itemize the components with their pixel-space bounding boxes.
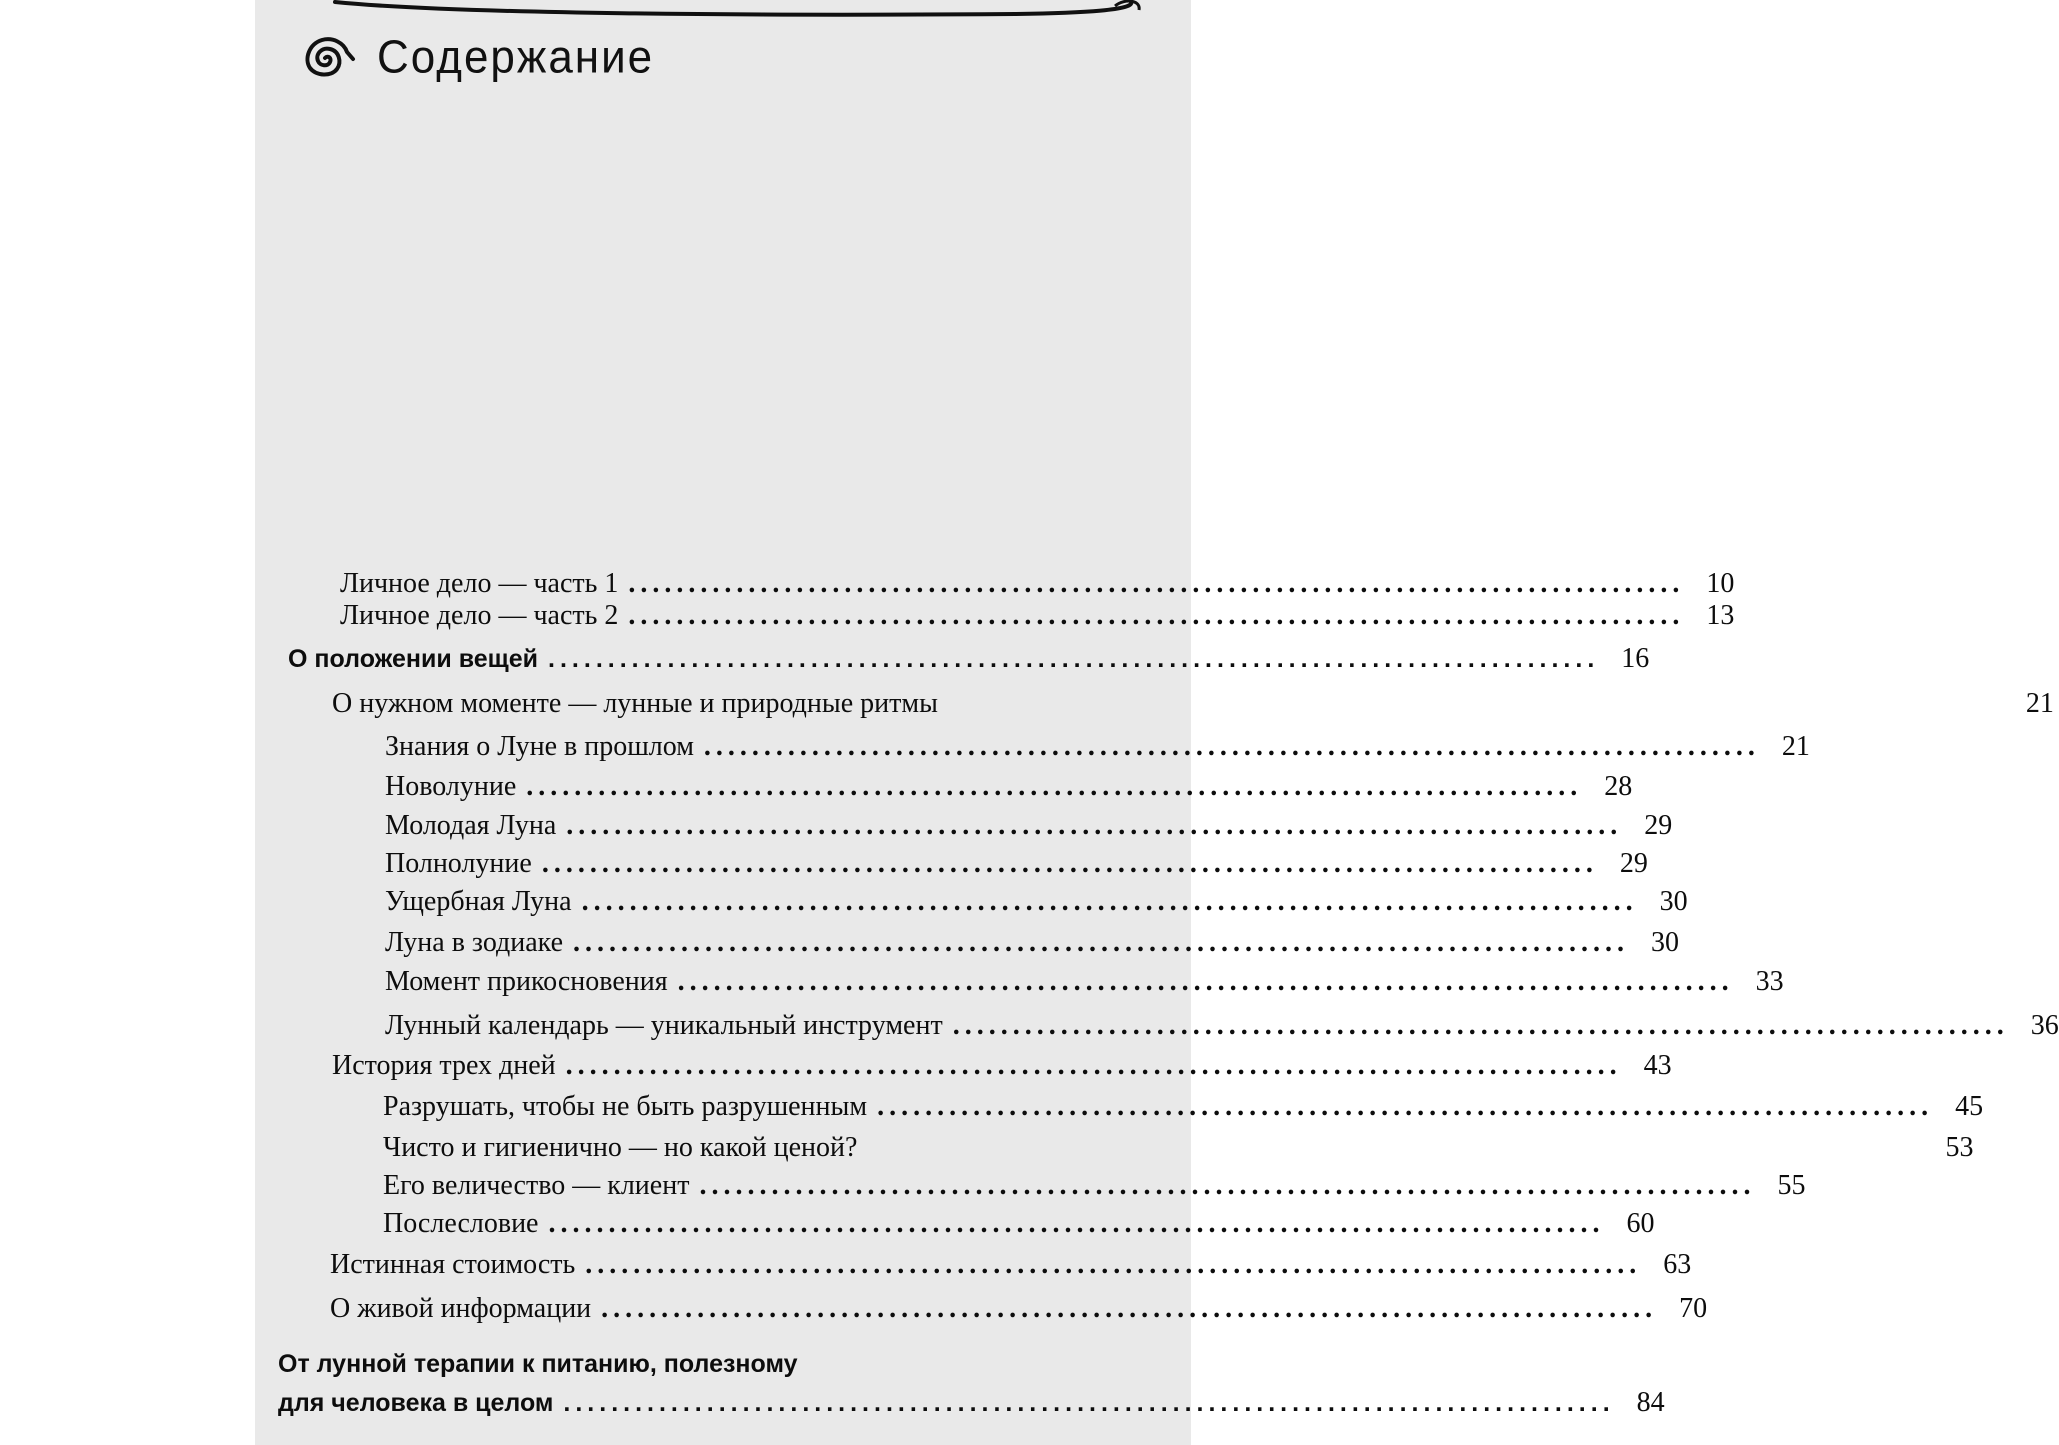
toc-entry-page: 21 xyxy=(2025,688,2054,719)
dot-leader: ........................................................................................ xyxy=(548,1208,1605,1239)
dot-leader: ........................................................................................ xyxy=(565,1050,1622,1081)
toc-entry[interactable] xyxy=(385,886,1688,917)
toc-entry-title: Личное дело — часть 1 xyxy=(340,568,619,599)
book-page xyxy=(255,0,2059,1445)
toc-entry-page: 45 xyxy=(1955,1091,1984,1122)
toc-entry-title: Его величество — клиент xyxy=(383,1170,690,1201)
toc-entry-title: Полнолуние xyxy=(385,848,532,879)
toc-entry-page: 33 xyxy=(1755,966,1784,997)
dot-leader: ........................................................................................ xyxy=(563,1389,1615,1417)
toc-entry[interactable] xyxy=(340,600,1735,631)
toc-entry[interactable] xyxy=(288,643,1650,674)
dot-leader: ........................................................................................ xyxy=(877,1091,1934,1122)
toc-entry-title: История трех дней xyxy=(332,1050,556,1081)
toc-entry-title: О положении вещей xyxy=(288,645,539,673)
toc-entry-title: Момент прикосновения xyxy=(385,966,668,997)
toc-entry-page: 30 xyxy=(1651,927,1680,958)
toc-entry[interactable] xyxy=(278,1387,1665,1418)
dot-leader: ........................................................................................ xyxy=(628,600,1685,631)
toc-entry[interactable] xyxy=(385,848,1648,879)
toc-entry-page: 53 xyxy=(1945,1132,1974,1163)
toc-entry-title: Истинная стоимость xyxy=(330,1249,576,1280)
toc-entry-page: 43 xyxy=(1643,1050,1672,1081)
dot-leader: ........................................................................................ xyxy=(541,848,1598,879)
toc-entry-title-line1: От лунной терапии к питанию, полезному xyxy=(278,1350,798,1378)
toc-entry[interactable] xyxy=(383,1132,1974,1163)
toc-entry[interactable] xyxy=(385,771,1633,802)
dot-leader: ........................................................................................ xyxy=(548,645,1600,673)
toc-entry[interactable] xyxy=(332,1050,1672,1081)
dot-leader: ........................................................................................ xyxy=(526,771,1583,802)
toc-entry-title: Послесловие xyxy=(383,1208,539,1239)
toc-entry-page: 10 xyxy=(1706,568,1735,599)
toc-entry-title: О живой информации xyxy=(330,1293,592,1324)
toc-entry[interactable] xyxy=(385,1010,2059,1041)
dot-leader: ........................................................................................ xyxy=(601,1293,1658,1324)
toc-entry-title: Молодая Луна xyxy=(385,810,557,841)
dot-leader: ........................................................................................ xyxy=(952,1010,2009,1041)
page-title: Содержание xyxy=(377,31,655,84)
toc-entry-title: Ущербная Луна xyxy=(385,886,572,917)
toc-entry-title: Знания о Луне в прошлом xyxy=(385,731,694,762)
toc-entry-title: Лунный календарь — уникальный инструмент xyxy=(385,1010,943,1041)
toc-entry-title: Разрушать, чтобы не быть разрушенным xyxy=(383,1091,868,1122)
toc-entry-title: Луна в зодиаке xyxy=(385,927,564,958)
toc-entry-page: 21 xyxy=(1781,731,1810,762)
dot-leader: ........................................................................................ xyxy=(677,966,1734,997)
dot-leader: ........................................................................................ xyxy=(573,927,1630,958)
toc-entry-title: Личное дело — часть 2 xyxy=(340,600,619,631)
toc-entry[interactable] xyxy=(385,966,1784,997)
toc-entry[interactable] xyxy=(385,927,1680,958)
toc-entry-page: 36 xyxy=(2030,1010,2059,1041)
toc-entry[interactable] xyxy=(383,1091,1984,1122)
toc-entry[interactable] xyxy=(385,731,1810,762)
toc-entry[interactable] xyxy=(383,1170,1806,1201)
dot-leader: ........................................................................................ xyxy=(581,886,1638,917)
toc-entry-title: О нужном моменте — лунные и природные ритмы xyxy=(332,688,938,719)
toc-entry-title: Чисто и гигиенично — но какой ценой? xyxy=(383,1132,858,1163)
toc-entry-page: 63 xyxy=(1663,1249,1692,1280)
toc-entry[interactable] xyxy=(330,1249,1692,1280)
dot-leader: ........................................................................................ xyxy=(585,1249,1642,1280)
toc-entry[interactable] xyxy=(340,568,1735,599)
toc-entry-title: Новолуние xyxy=(385,771,517,802)
toc-entry-title: для человека в целом xyxy=(278,1389,554,1417)
table-of-contents xyxy=(255,0,2059,1445)
toc-entry-page: 70 xyxy=(1679,1293,1708,1324)
dot-leader: ........................................................................................ xyxy=(703,731,1760,762)
dot-leader: ........................................................................................ xyxy=(699,1170,1756,1201)
toc-entry-page: 29 xyxy=(1619,848,1648,879)
toc-entry[interactable] xyxy=(385,810,1673,841)
toc-entry-page: 13 xyxy=(1706,600,1735,631)
toc-entry[interactable] xyxy=(332,688,2054,719)
toc-entry[interactable] xyxy=(330,1293,1708,1324)
toc-entry-page: 29 xyxy=(1644,810,1673,841)
dot-leader: ........................................................................................ xyxy=(566,810,1623,841)
toc-entry-page: 16 xyxy=(1621,643,1650,674)
toc-entry-page: 84 xyxy=(1636,1387,1665,1418)
toc-entry-page: 30 xyxy=(1659,886,1688,917)
toc-entry-page: 28 xyxy=(1604,771,1633,802)
toc-entry-page: 60 xyxy=(1626,1208,1655,1239)
toc-entry[interactable] xyxy=(383,1208,1655,1239)
toc-entry-page: 55 xyxy=(1777,1170,1806,1201)
dot-leader: ........................................................................................ xyxy=(628,568,1685,599)
